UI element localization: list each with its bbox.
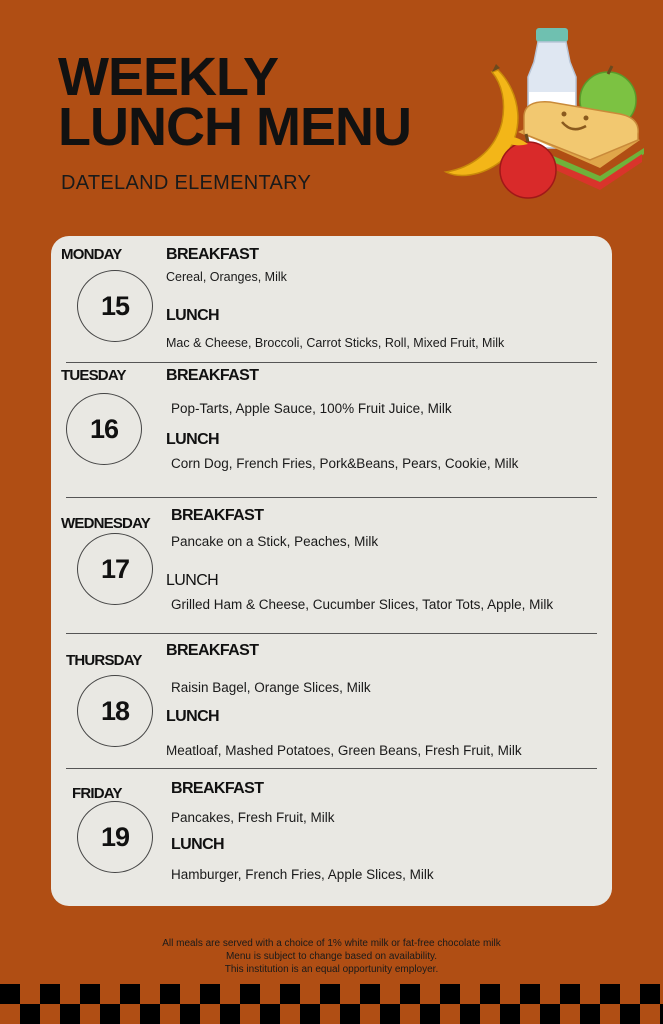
lunch-items: Corn Dog, French Fries, Pork&Beans, Pears, Cookie, Milk [171, 456, 519, 471]
day-name: FRIDAY [72, 785, 122, 802]
day-name: MONDAY [61, 246, 122, 263]
breakfast-items: Raisin Bagel, Orange Slices, Milk [171, 680, 371, 695]
lunch-items: Meatloaf, Mashed Potatoes, Green Beans, Fresh Fruit, Milk [166, 743, 522, 758]
lunch-label: LUNCH [166, 431, 219, 448]
breakfast-items: Pancake on a Stick, Peaches, Milk [171, 534, 379, 549]
breakfast-label: BREAKFAST [166, 642, 259, 659]
menu-card [51, 236, 612, 906]
school-name: DATELAND ELEMENTARY [61, 172, 312, 194]
date-circle: 16 [66, 393, 142, 465]
title-line-2: LUNCH MENU [58, 97, 411, 157]
day-name: TUESDAY [61, 367, 126, 384]
footer-line-1: All meals are served with a choice of 1% white milk or fat-free chocolate milk [162, 938, 501, 949]
date-circle: 17 [77, 533, 153, 605]
checkered-border [0, 984, 663, 1024]
lunch-items: Mac & Cheese, Broccoli, Carrot Sticks, Roll, Mixed Fruit, Milk [166, 336, 505, 350]
breakfast-items: Cereal, Oranges, Milk [166, 270, 287, 284]
lunch-items: Hamburger, French Fries, Apple Slices, Milk [171, 867, 434, 882]
divider [66, 633, 597, 634]
lunch-label: LUNCH [166, 708, 219, 725]
date-circle: 15 [77, 270, 153, 342]
breakfast-label: BREAKFAST [166, 367, 259, 384]
lunch-label: LUNCH [166, 307, 219, 324]
footer-line-2: Menu is subject to change based on availability. [225, 951, 438, 962]
breakfast-items: Pop-Tarts, Apple Sauce, 100% Fruit Juice, Milk [171, 401, 452, 416]
date-circle: 18 [77, 675, 153, 747]
lunch-items: Grilled Ham & Cheese, Cucumber Slices, Tator Tots, Apple, Milk [171, 597, 554, 612]
date-circle: 19 [77, 801, 153, 873]
page-title [58, 47, 411, 157]
breakfast-label: BREAKFAST [166, 246, 259, 263]
footer-line-3: This institution is an equal opportunity employer. [224, 964, 439, 975]
breakfast-label: BREAKFAST [171, 507, 264, 524]
breakfast-label: BREAKFAST [171, 780, 264, 797]
day-name: THURSDAY [66, 652, 142, 669]
divider [66, 362, 597, 363]
footer-notes [0, 937, 663, 976]
divider [66, 768, 597, 769]
day-name: WEDNESDAY [61, 515, 150, 532]
lunch-label: LUNCH [171, 836, 224, 853]
food-illustration [440, 22, 650, 207]
lunch-label: LUNCH [166, 572, 219, 589]
breakfast-items: Pancakes, Fresh Fruit, Milk [171, 810, 335, 825]
divider [66, 497, 597, 498]
title-line-1: WEEKLY [58, 47, 279, 107]
